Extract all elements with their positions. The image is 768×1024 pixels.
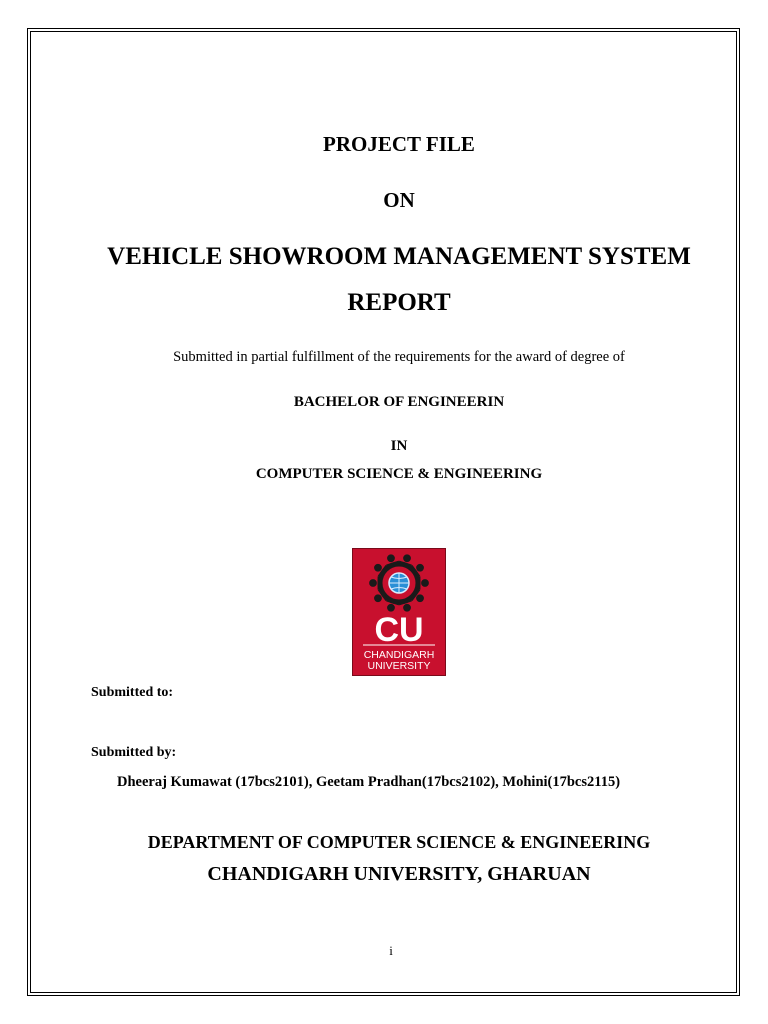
figure-head bbox=[375, 564, 382, 571]
project-file-heading: PROJECT FILE bbox=[323, 132, 475, 156]
in-word: IN bbox=[390, 438, 408, 454]
logo-abbreviation: CU bbox=[374, 611, 424, 649]
department-name: DEPARTMENT OF COMPUTER SCIENCE & ENGINEERING bbox=[147, 832, 651, 852]
logo-graphic bbox=[353, 549, 445, 675]
degree-name: BACHELOR OF ENGINEERIN bbox=[293, 394, 505, 410]
figure-head bbox=[422, 580, 429, 587]
figure-head bbox=[417, 595, 424, 602]
figure-head bbox=[370, 580, 377, 587]
student-names: Dheeraj Kumawat (17bcs2101), Geetam Pradhan(17bcs2102), Mohini(17bcs2115) bbox=[117, 774, 621, 790]
submission-statement: Submitted in partial fulfillment of the requirements for the award of degree of bbox=[173, 349, 625, 365]
figure-head bbox=[388, 555, 395, 562]
project-title-line-2: REPORT bbox=[347, 289, 451, 316]
page-number: i bbox=[389, 943, 393, 958]
project-title-line-1: VEHICLE SHOWROOM MANAGEMENT SYSTEM bbox=[107, 243, 691, 270]
submitted-by-label: Submitted by: bbox=[91, 745, 177, 760]
logo-text-line-2: UNIVERSITY bbox=[367, 660, 431, 672]
branch-name: COMPUTER SCIENCE & ENGINEERING bbox=[255, 466, 543, 482]
logo-text-line-1: CHANDIGARH bbox=[363, 649, 435, 661]
on-heading: ON bbox=[383, 188, 415, 212]
submitted-to-label: Submitted to: bbox=[91, 685, 174, 700]
figure-head bbox=[375, 595, 382, 602]
university-name: CHANDIGARH UNIVERSITY, GHARUAN bbox=[207, 863, 591, 885]
chandigarh-university-logo bbox=[352, 548, 446, 676]
figure-head bbox=[417, 564, 424, 571]
figure-head bbox=[404, 555, 411, 562]
